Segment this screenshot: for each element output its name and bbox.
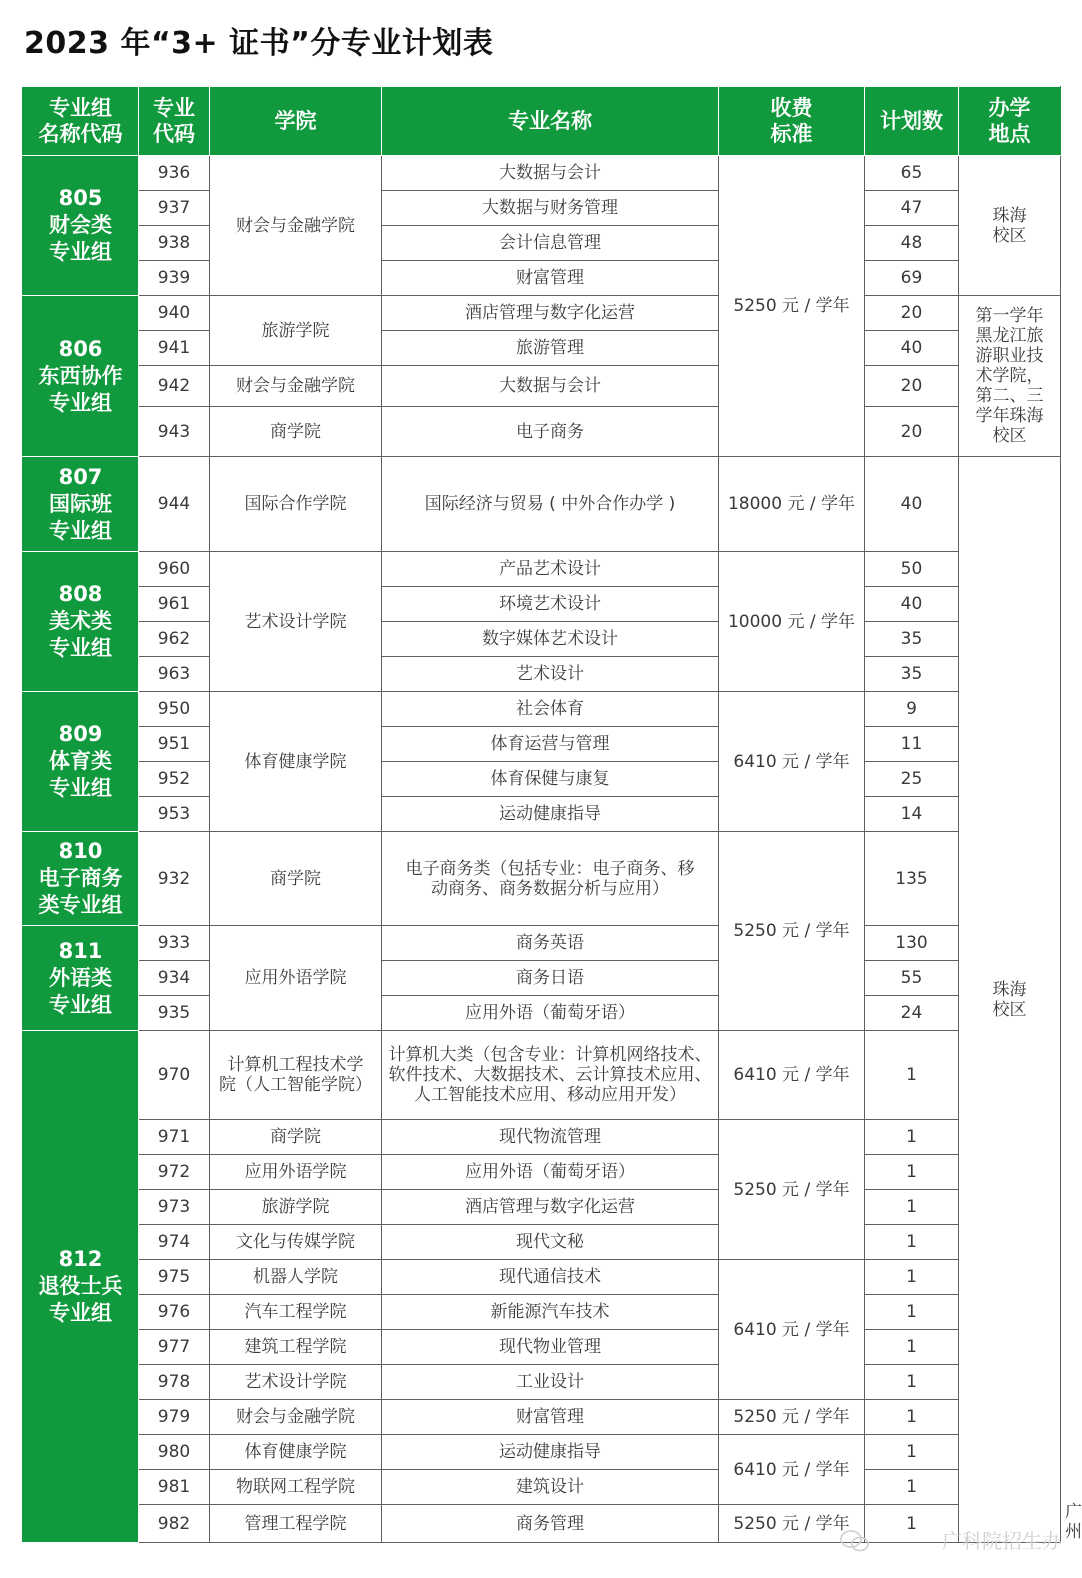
watermark: 广科院招生办: [942, 1529, 1062, 1553]
plan-cell: 40: [865, 457, 959, 552]
code-cell: 979: [139, 1400, 210, 1435]
plan-cell: 24: [865, 996, 959, 1031]
table-row: [23, 727, 1061, 762]
code-cell: 972: [139, 1155, 210, 1190]
location-cell: 珠海 校区: [959, 457, 1061, 1543]
table-row: [23, 622, 1061, 657]
table-row: [23, 457, 1061, 552]
plan-cell: 50: [865, 552, 959, 587]
plan-cell: 20: [865, 366, 959, 407]
major-cell: 国际经济与贸易 ( 中外合作办学 ): [382, 457, 719, 552]
code-cell: 981: [139, 1470, 210, 1505]
code-cell: 934: [139, 961, 210, 996]
code-cell: 962: [139, 622, 210, 657]
table-row: [23, 996, 1061, 1031]
code-cell: 951: [139, 727, 210, 762]
wechat-icon: [840, 1530, 870, 1552]
header-location: 办学 地点: [959, 87, 1061, 156]
fee-cell: 10000 元 / 学年: [719, 552, 865, 692]
table-row: [23, 1190, 1061, 1225]
major-cell: 工业设计: [382, 1365, 719, 1400]
group-cell-810: 810 电子商务 类专业组: [23, 832, 139, 926]
college-cell: 艺术设计学院: [210, 1365, 382, 1400]
fee-cell: 5250 元 / 学年: [719, 1120, 865, 1260]
major-cell: 应用外语（葡萄牙语）: [382, 1155, 719, 1190]
plan-cell: 25: [865, 762, 959, 797]
fee-cell: 5250 元 / 学年: [719, 156, 865, 457]
page-title: 2023 年“3+ 证书”分专业计划表: [24, 26, 494, 61]
plan-cell: 1: [865, 1120, 959, 1155]
table-row: 981 物联网工程学院 建筑设计 1 广州: [23, 1470, 1061, 1505]
plan-cell: 1: [865, 1225, 959, 1260]
table-row: [23, 1031, 1061, 1120]
table-row: [23, 156, 1061, 191]
college-cell: 体育健康学院: [210, 692, 382, 832]
major-cell: 现代物业管理: [382, 1330, 719, 1365]
plan-cell: 20: [865, 407, 959, 457]
code-cell: 939: [139, 261, 210, 296]
code-cell: 935: [139, 996, 210, 1031]
code-cell: 938: [139, 226, 210, 261]
major-cell: 大数据与会计: [382, 366, 719, 407]
table-row: [23, 1505, 1061, 1543]
table-row: [23, 1260, 1061, 1295]
plan-cell: 48: [865, 226, 959, 261]
plan-cell: 47: [865, 191, 959, 226]
plan-cell: 1: [865, 1031, 959, 1120]
table-row: [23, 191, 1061, 226]
plan-cell: 1: [865, 1295, 959, 1330]
plan-cell: 1: [865, 1470, 959, 1505]
code-cell: 944: [139, 457, 210, 552]
college-cell: 应用外语学院: [210, 926, 382, 1031]
code-cell: 940: [139, 296, 210, 331]
college-cell: 建筑工程学院: [210, 1330, 382, 1365]
major-cell: 数字媒体艺术设计: [382, 622, 719, 657]
code-cell: 937: [139, 191, 210, 226]
college-cell: 财会与金融学院: [210, 156, 382, 296]
major-cell: 体育保健与康复: [382, 762, 719, 797]
plan-cell: 14: [865, 797, 959, 832]
plan-cell: 40: [865, 587, 959, 622]
fee-cell: 6410 元 / 学年: [719, 1260, 865, 1400]
fee-cell: 5250 元 / 学年: [719, 832, 865, 1031]
major-cell: 建筑设计: [382, 1470, 719, 1505]
table-row: [23, 1295, 1061, 1330]
college-cell: 财会与金融学院: [210, 1400, 382, 1435]
plan-cell: 20: [865, 296, 959, 331]
fee-cell: 6410 元 / 学年: [719, 1435, 865, 1505]
college-cell: 旅游学院: [210, 1190, 382, 1225]
plan-cell: 11: [865, 727, 959, 762]
header-major: 专业名称: [382, 87, 719, 156]
major-cell: 电子商务: [382, 407, 719, 457]
major-cell: 运动健康指导: [382, 797, 719, 832]
major-cell: 艺术设计: [382, 657, 719, 692]
major-cell: 现代通信技术: [382, 1260, 719, 1295]
code-cell: 975: [139, 1260, 210, 1295]
code-cell: 941: [139, 331, 210, 366]
college-cell: 财会与金融学院: [210, 366, 382, 407]
table-row: [23, 587, 1061, 622]
table-row: [23, 1155, 1061, 1190]
plan-cell: 1: [865, 1155, 959, 1190]
plan-cell: 40: [865, 331, 959, 366]
college-cell: 管理工程学院: [210, 1505, 382, 1543]
major-cell: 应用外语（葡萄牙语）: [382, 996, 719, 1031]
major-cell: 旅游管理: [382, 331, 719, 366]
college-cell: 体育健康学院: [210, 1435, 382, 1470]
table-row: [23, 366, 1061, 407]
fee-cell: 6410 元 / 学年: [719, 692, 865, 832]
group-cell-806: 806 东西协作 专业组: [23, 296, 139, 457]
college-cell: 计算机工程技术学 院（人工智能学院）: [210, 1031, 382, 1120]
college-cell: 商学院: [210, 407, 382, 457]
table-row: [23, 832, 1061, 926]
plan-cell: 1: [865, 1330, 959, 1365]
code-cell: 974: [139, 1225, 210, 1260]
major-cell: 大数据与财务管理: [382, 191, 719, 226]
plan-cell: 35: [865, 622, 959, 657]
code-cell: 952: [139, 762, 210, 797]
plan-cell: 1: [865, 1260, 959, 1295]
header-code: 专业 代码: [139, 87, 210, 156]
plan-cell: 1: [865, 1365, 959, 1400]
college-cell: 物联网工程学院: [210, 1470, 382, 1505]
major-cell: 计算机大类（包含专业：计算机网络技术、 软件技术、大数据技术、云计算技术应用、 人工智能技术应用、移动应用开发）: [382, 1031, 719, 1120]
code-cell: 982: [139, 1505, 210, 1543]
group-cell-809: 809 体育类 专业组: [23, 692, 139, 832]
major-cell: 商务日语: [382, 961, 719, 996]
major-cell: 财富管理: [382, 261, 719, 296]
fee-cell: 5250 元 / 学年: [719, 1505, 865, 1543]
major-cell: 现代物流管理: [382, 1120, 719, 1155]
major-cell: 环境艺术设计: [382, 587, 719, 622]
plan-cell: 1: [865, 1505, 959, 1543]
plan-cell: 130: [865, 926, 959, 961]
plan-cell: 1: [865, 1435, 959, 1470]
code-cell: 977: [139, 1330, 210, 1365]
header-fee: 收费 标准: [719, 87, 865, 156]
table-row: [23, 657, 1061, 692]
major-cell: 产品艺术设计: [382, 552, 719, 587]
major-cell: 社会体育: [382, 692, 719, 727]
table-row: [23, 1365, 1061, 1400]
college-cell: 旅游学院: [210, 296, 382, 366]
major-cell: 新能源汽车技术: [382, 1295, 719, 1330]
table-row: [23, 926, 1061, 961]
header-group: 专业组 名称代码: [23, 87, 139, 156]
code-cell: 942: [139, 366, 210, 407]
table-row: [23, 1400, 1061, 1435]
header-college: 学院: [210, 87, 382, 156]
table-row: [23, 762, 1061, 797]
code-cell: 971: [139, 1120, 210, 1155]
major-cell: 现代文秘: [382, 1225, 719, 1260]
major-cell: 酒店管理与数字化运营: [382, 1190, 719, 1225]
header-row: [23, 87, 1061, 156]
location-cell: 珠海 校区: [959, 156, 1061, 296]
code-cell: 933: [139, 926, 210, 961]
plan-cell: 9: [865, 692, 959, 727]
major-cell: 体育运营与管理: [382, 727, 719, 762]
college-cell: 艺术设计学院: [210, 552, 382, 692]
code-cell: 973: [139, 1190, 210, 1225]
code-cell: 943: [139, 407, 210, 457]
college-cell: 文化与传媒学院: [210, 1225, 382, 1260]
code-cell: 970: [139, 1031, 210, 1120]
code-cell: 963: [139, 657, 210, 692]
plan-cell: 65: [865, 156, 959, 191]
code-cell: 961: [139, 587, 210, 622]
group-cell-807: 807 国际班 专业组: [23, 457, 139, 552]
table-row: [23, 961, 1061, 996]
plan-cell: 1: [865, 1190, 959, 1225]
plan-table: [22, 86, 1082, 1543]
college-cell: 国际合作学院: [210, 457, 382, 552]
table-row: [23, 692, 1061, 727]
code-cell: 976: [139, 1295, 210, 1330]
fee-cell: 6410 元 / 学年: [719, 1031, 865, 1120]
code-cell: 953: [139, 797, 210, 832]
major-cell: 运动健康指导: [382, 1435, 719, 1470]
code-cell: 978: [139, 1365, 210, 1400]
table-row: [23, 1435, 1061, 1470]
college-cell: 应用外语学院: [210, 1155, 382, 1190]
table-row: [23, 552, 1061, 587]
major-cell: 商务英语: [382, 926, 719, 961]
location-cell: 第一学年 黑龙江旅 游职业技 术学院， 第二、三 学年珠海 校区: [959, 296, 1061, 457]
group-cell-805: 805 财会类 专业组: [23, 156, 139, 296]
table-row: [23, 261, 1061, 296]
plan-cell: 69: [865, 261, 959, 296]
college-cell: 机器人学院: [210, 1260, 382, 1295]
code-cell: 960: [139, 552, 210, 587]
table-row: [23, 1120, 1061, 1155]
fee-cell: 5250 元 / 学年: [719, 1400, 865, 1435]
code-cell: 980: [139, 1435, 210, 1470]
major-cell: 财富管理: [382, 1400, 719, 1435]
major-cell: 会计信息管理: [382, 226, 719, 261]
college-cell: 商学院: [210, 1120, 382, 1155]
major-cell: 商务管理: [382, 1505, 719, 1543]
table-row: [23, 407, 1061, 457]
major-cell: 电子商务类（包括专业：电子商务、移 动商务、商务数据分析与应用）: [382, 832, 719, 926]
fee-cell: 18000 元 / 学年: [719, 457, 865, 552]
college-cell: 汽车工程学院: [210, 1295, 382, 1330]
table-row: [23, 797, 1061, 832]
plan-cell: 55: [865, 961, 959, 996]
table-row: [23, 1330, 1061, 1365]
plan-cell: 35: [865, 657, 959, 692]
major-cell: 大数据与会计: [382, 156, 719, 191]
plan-cell: 135: [865, 832, 959, 926]
table-row: [23, 296, 1061, 331]
group-cell-811: 811 外语类 专业组: [23, 926, 139, 1031]
header-plan: 计划数: [865, 87, 959, 156]
group-cell-808: 808 美术类 专业组: [23, 552, 139, 692]
code-cell: 950: [139, 692, 210, 727]
major-cell: 酒店管理与数字化运营: [382, 296, 719, 331]
group-cell-812: 812 退役士兵 专业组: [23, 1031, 139, 1543]
table-row: [23, 1225, 1061, 1260]
code-cell: 932: [139, 832, 210, 926]
table-row: [23, 331, 1061, 366]
code-cell: 936: [139, 156, 210, 191]
college-cell: 商学院: [210, 832, 382, 926]
table-row: [23, 226, 1061, 261]
plan-cell: 1: [865, 1400, 959, 1435]
